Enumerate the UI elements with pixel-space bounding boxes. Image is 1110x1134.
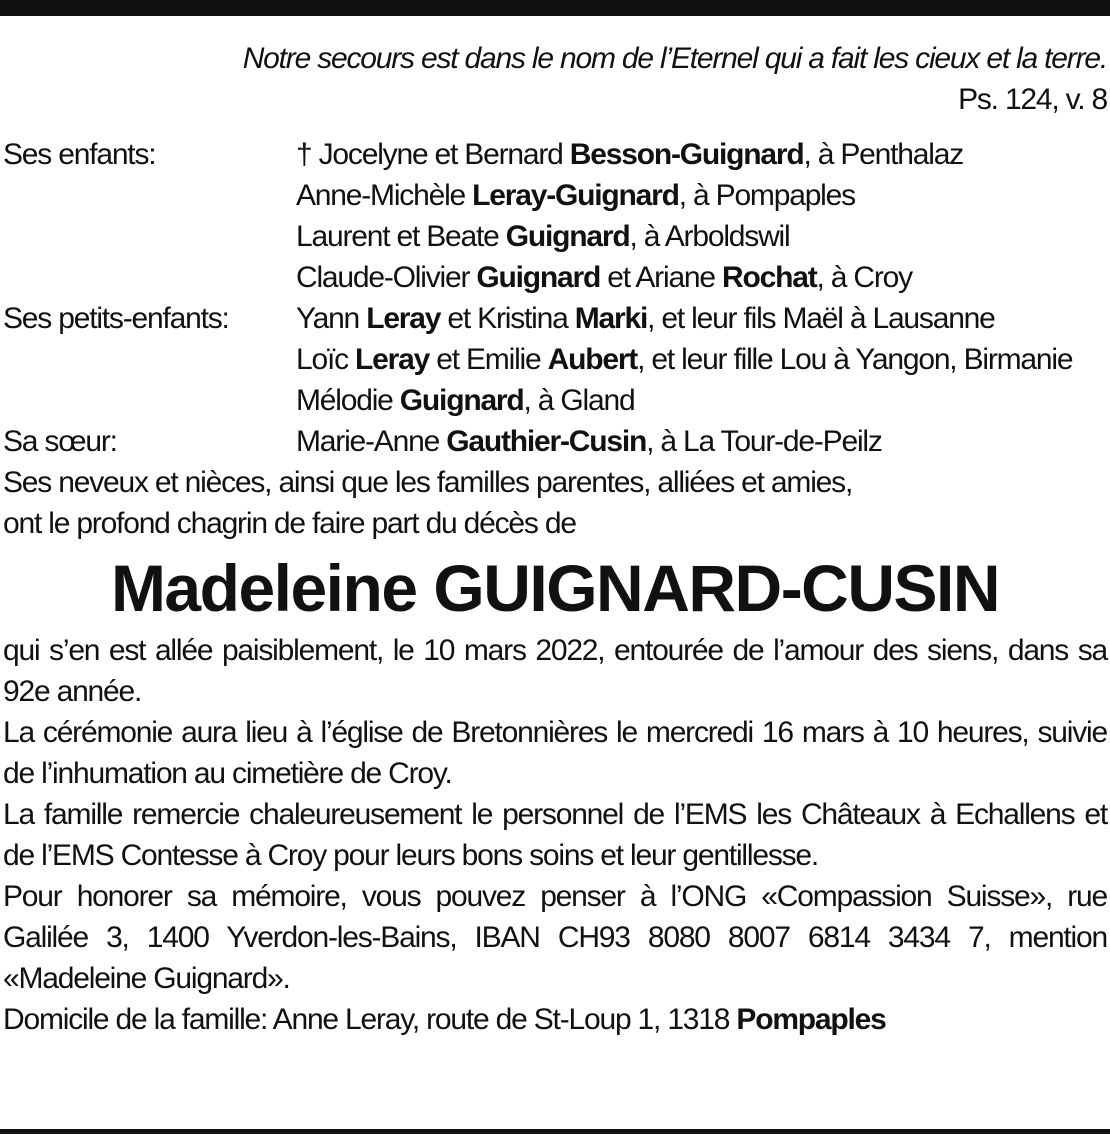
children-names (296, 134, 1107, 298)
obituary-notice (3, 38, 1107, 1040)
name-text: Loïc (296, 343, 356, 376)
donation-paragraph: Pour honorer sa mémoire, vous pouvez penser à l’ONG «Compassion Suisse», rue Galilée 3, 1400 Yverdon-les-Bains, IBAN CH93 8080 8007 6814 3434 7, mention «Madeleine Guignard». (3, 880, 1107, 995)
family-member-line (296, 421, 1107, 462)
family-member-line (296, 298, 1107, 339)
name-text: et Kristina (440, 302, 575, 335)
name-text: et Emilie (429, 343, 548, 376)
surname: Marki (574, 302, 648, 335)
surname: Guignard (476, 261, 601, 294)
surname: Leray-Guignard (472, 179, 679, 212)
name-text: Mélodie (296, 384, 400, 417)
name-text: , à La Tour-de-Peilz (646, 425, 882, 458)
family-member-line (296, 175, 1107, 216)
scripture-reference: Ps. 124, v. 8 (958, 83, 1107, 116)
name-text: , à Penthalaz (803, 138, 964, 171)
name-text: † Jocelyne et Bernard (296, 138, 570, 171)
relatives-line: Ses neveux et nièces, ainsi que les familles parentes, alliées et amies, (3, 466, 853, 499)
family-member-line (296, 339, 1107, 380)
surname: Leray (366, 302, 441, 335)
surname: Guignard (505, 220, 630, 253)
surname: Guignard (399, 384, 524, 417)
domicile-text: Domicile de la famille: Anne Leray, route de St-Loup 1, 1318 (3, 1003, 737, 1036)
surname: Besson-Guignard (569, 138, 804, 171)
grandchildren-names (296, 298, 1107, 421)
surname: Aubert (547, 343, 638, 376)
family-grandchildren (3, 298, 1107, 421)
sister-label: Sa sœur: (3, 425, 117, 458)
death-paragraph: qui s’en est allée paisiblement, le 10 mars 2022, entourée de l’amour des siens, dans sa 92e année. (3, 634, 1107, 708)
name-text: Laurent et Beate (296, 220, 506, 253)
surname: Gauthier-Cusin (446, 425, 647, 458)
surname: Leray (355, 343, 430, 376)
name-text: , et leur fille Lou à Yangon, Birmanie (637, 343, 1073, 376)
ceremony-paragraph: La cérémonie aura lieu à l’église de Bretonnières le mercredi 16 mars à 10 heures, suivie de l’inhumation au cimetière de Croy. (3, 716, 1107, 790)
name-text: , à Pompaples (678, 179, 855, 212)
announcement-line: ont le profond chagrin de faire part du décès de (3, 507, 576, 540)
family-member-line (296, 380, 1107, 421)
family-member-line (296, 216, 1107, 257)
family-children (3, 134, 1107, 298)
scripture-quote: Notre secours est dans le nom de l’Eternel qui a fait les cieux et la terre. (242, 42, 1107, 75)
surname: Rochat (722, 261, 817, 294)
sister-names (296, 421, 1107, 462)
children-label: Ses enfants: (3, 138, 156, 171)
name-text: , à Croy (816, 261, 912, 294)
name-text: Anne-Michèle (296, 179, 473, 212)
name-text: Yann (296, 302, 367, 335)
top-rule (0, 0, 1110, 16)
name-text: et Ariane (600, 261, 723, 294)
family-member-line (296, 134, 1107, 175)
name-text: , et leur fils Maël à Lausanne (647, 302, 995, 335)
name-text: , à Gland (523, 384, 635, 417)
deceased-name: Madeleine GUIGNARD-CUSIN (110, 551, 1000, 625)
family-member-line (296, 257, 1107, 298)
name-text: Claude-Olivier (296, 261, 477, 294)
domicile-town: Pompaples (736, 1003, 886, 1036)
bottom-rule (0, 1129, 1110, 1134)
name-text: Marie-Anne (296, 425, 447, 458)
name-text: , à Arboldswil (629, 220, 790, 253)
family-sister (3, 421, 1107, 462)
thanks-paragraph: La famille remercie chaleureusement le personnel de l’EMS les Châteaux à Echallens et de l’EMS Contesse à Croy pour leurs bons soins et leur gentillesse. (3, 798, 1107, 872)
family-domicile (3, 999, 1107, 1040)
grandchildren-label: Ses petits-enfants: (3, 302, 229, 335)
